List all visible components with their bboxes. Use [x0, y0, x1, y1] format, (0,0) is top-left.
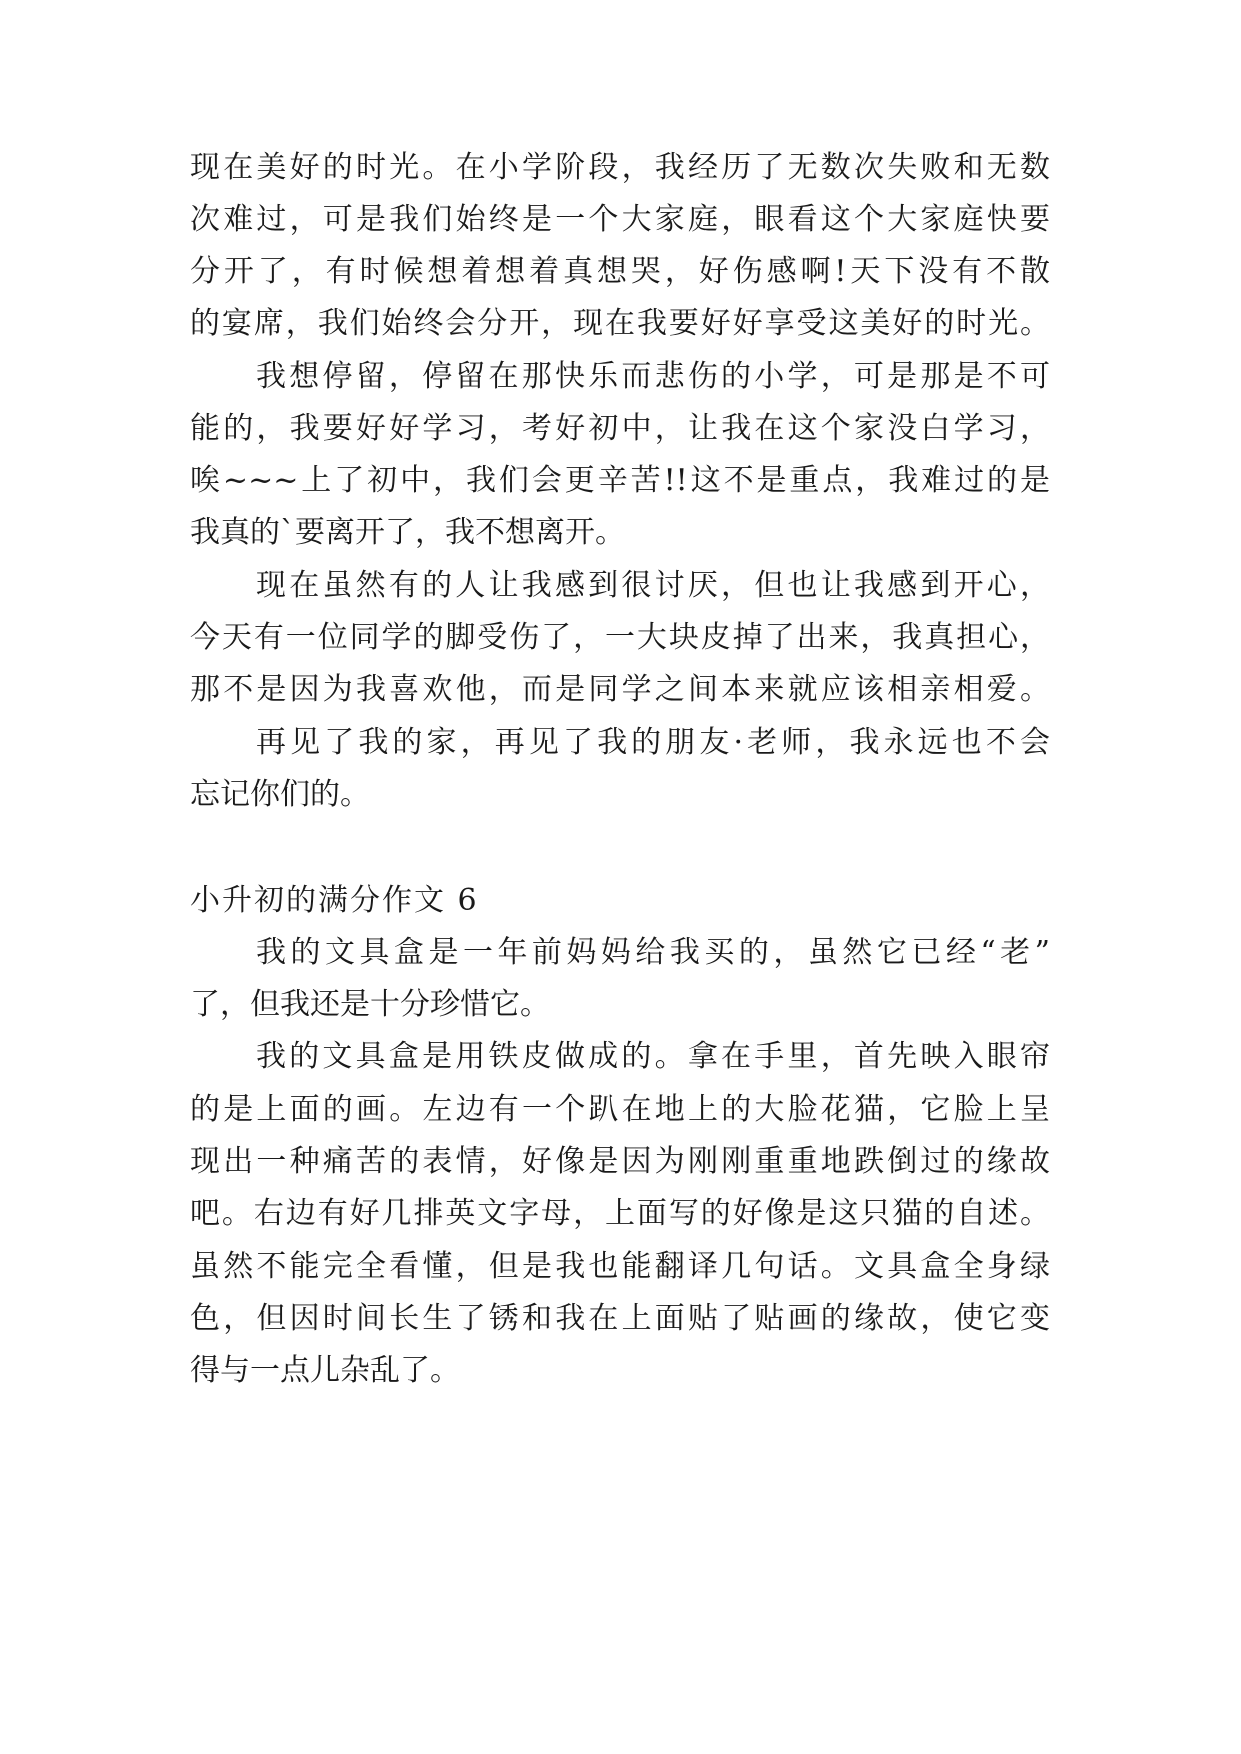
paragraph-line: 那不是因为我喜欢他，而是同学之间本来就应该相亲相爱。: [190, 672, 1050, 707]
paragraph-line: 次难过，可是我们始终是一个大家庭，眼看这个大家庭快要: [190, 202, 1050, 237]
paragraph-line: 再见了我的家，再见了我的朋友·老师，我永远也不会: [256, 725, 1050, 760]
paragraph-line: 唉~~~上了初中，我们会更辛苦!!这不是重点，我难过的是: [190, 463, 1050, 498]
paragraph-line: 得与一点儿杂乱了。: [190, 1353, 460, 1388]
paragraph-line: 今天有一位同学的脚受伤了，一大块皮掉了出来，我真担心，: [190, 620, 1050, 655]
paragraph-line: 我的文具盒是一年前妈妈给我买的，虽然它已经“老”: [256, 935, 1050, 970]
paragraph-line: 的宴席，我们始终会分开，现在我要好好享受这美好的时光。: [190, 306, 1050, 341]
paragraph-line: 吧。右边有好几排英文字母，上面写的好像是这只猫的自述。: [190, 1196, 1050, 1231]
paragraph-line: 忘记你们的。: [190, 777, 370, 812]
paragraph-line: 虽然不能完全看懂，但是我也能翻译几句话。文具盒全身绿: [190, 1249, 1050, 1284]
paragraph-line: 我想停留，停留在那快乐而悲伤的小学，可是那是不可: [256, 359, 1050, 394]
paragraph-line: 现出一种痛苦的表情，好像是因为刚刚重重地跌倒过的缘故: [190, 1144, 1050, 1179]
paragraph-line: 现在美好的时光。在小学阶段，我经历了无数次失败和无数: [190, 150, 1050, 185]
paragraph-line: 我的文具盒是用铁皮做成的。拿在手里，首先映入眼帘: [256, 1039, 1050, 1074]
paragraph-line: 了，但我还是十分珍惜它。: [190, 987, 550, 1022]
paragraph-line: 色，但因时间长生了锈和我在上面贴了贴画的缘故，使它变: [190, 1301, 1050, 1336]
paragraph-line: 分开了，有时候想着想着真想哭，好伤感啊!天下没有不散: [190, 254, 1050, 289]
section-heading: 小升初的满分作文 6: [190, 883, 479, 918]
paragraph-line: 我真的`要离开了，我不想离开。: [190, 515, 625, 550]
paragraph-line: 现在虽然有的人让我感到很讨厌，但也让我感到开心，: [256, 568, 1050, 603]
paragraph-line: 的是上面的画。左边有一个趴在地上的大脸花猫，它脸上呈: [190, 1092, 1050, 1127]
paragraph-line: 能的，我要好好学习，考好初中，让我在这个家没白学习，: [190, 411, 1050, 446]
